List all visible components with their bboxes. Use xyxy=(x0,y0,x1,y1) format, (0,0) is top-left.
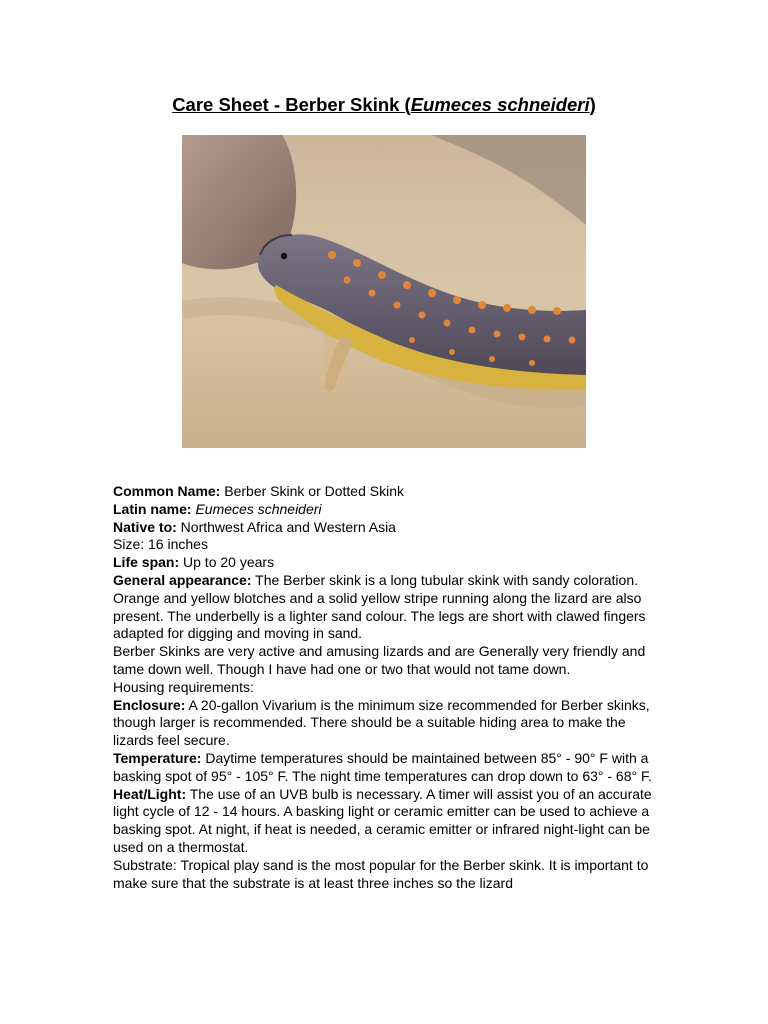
life-span-line xyxy=(113,554,658,572)
title-suffix: ) xyxy=(589,94,596,115)
enclosure-label: Enclosure: xyxy=(113,696,186,713)
enclosure-paragraph xyxy=(113,697,658,750)
heat-light-paragraph xyxy=(113,786,658,857)
housing-heading: Housing requirements: xyxy=(113,678,254,695)
general-appearance-paragraph xyxy=(113,572,658,643)
life-span-value: Up to 20 years xyxy=(179,554,275,571)
latin-name-label: Latin name: xyxy=(113,500,192,517)
common-name-value: Berber Skink or Dotted Skink xyxy=(220,483,404,499)
skink-photo xyxy=(182,135,586,448)
heat-light-label: Heat/Light: xyxy=(113,785,187,802)
size-line: Size: 16 inches xyxy=(113,536,208,553)
native-to-label: Native to: xyxy=(113,518,177,535)
common-name-line xyxy=(113,483,658,501)
temperament-paragraph: Berber Skinks are very active and amusing lizards and are Generally very friendly and tame down well. Though I have had one or two that would not tame down. xyxy=(113,643,646,677)
general-appearance-label: General appearance: xyxy=(113,571,252,588)
temperature-label: Temperature: xyxy=(113,749,202,766)
general-appearance-text: The Berber skink is a long tubular skink with sandy coloration. Orange and yellow blotches and a solid yellow stripe running along the lizard are also present. The underbelly is a lighter sand colour. The legs are short with clawed fingers adapted for digging and moving in sand. xyxy=(113,571,646,642)
native-to-line xyxy=(113,519,658,537)
latin-name-line xyxy=(113,501,658,519)
native-to-value: Northwest Africa and Western Asia xyxy=(176,518,396,535)
temperature-paragraph xyxy=(113,750,658,786)
substrate-paragraph: Substrate: Tropical play sand is the most popular for the Berber skink. It is important to make sure that the substrate is at least three inches so the lizard xyxy=(113,856,649,891)
skink-illustration xyxy=(182,135,586,448)
life-span-label: Life span: xyxy=(113,554,180,571)
title-prefix: Care Sheet - Berber Skink ( xyxy=(172,94,411,115)
care-sheet-body xyxy=(113,483,658,892)
common-name-label: Common Name: xyxy=(113,483,221,499)
enclosure-text: A 20-gallon Vivarium is the minimum size recommended for Berber skinks, though larger is recommended. There should be a suitable hiding area to make the lizards feel secure. xyxy=(113,696,650,749)
page-title xyxy=(0,94,768,116)
temperature-text: Daytime temperatures should be maintained between 85° - 90° F with a basking spot of 95° - 105° F. The night time temperatures can drop down to 63° - 68° F. xyxy=(113,749,652,784)
heat-light-text: The use of an UVB bulb is necessary. A timer will assist you of an accurate light cycle of 12 - 14 hours. A basking light or ceramic emitter can be used to achieve a basking spot. At night, if heat is needed, a ceramic emitter or infrared night-light can be used on a thermostat. xyxy=(113,785,652,855)
title-latin-name: Eumeces schneideri xyxy=(410,94,590,115)
latin-name-value: Eumeces schneideri xyxy=(195,500,322,517)
